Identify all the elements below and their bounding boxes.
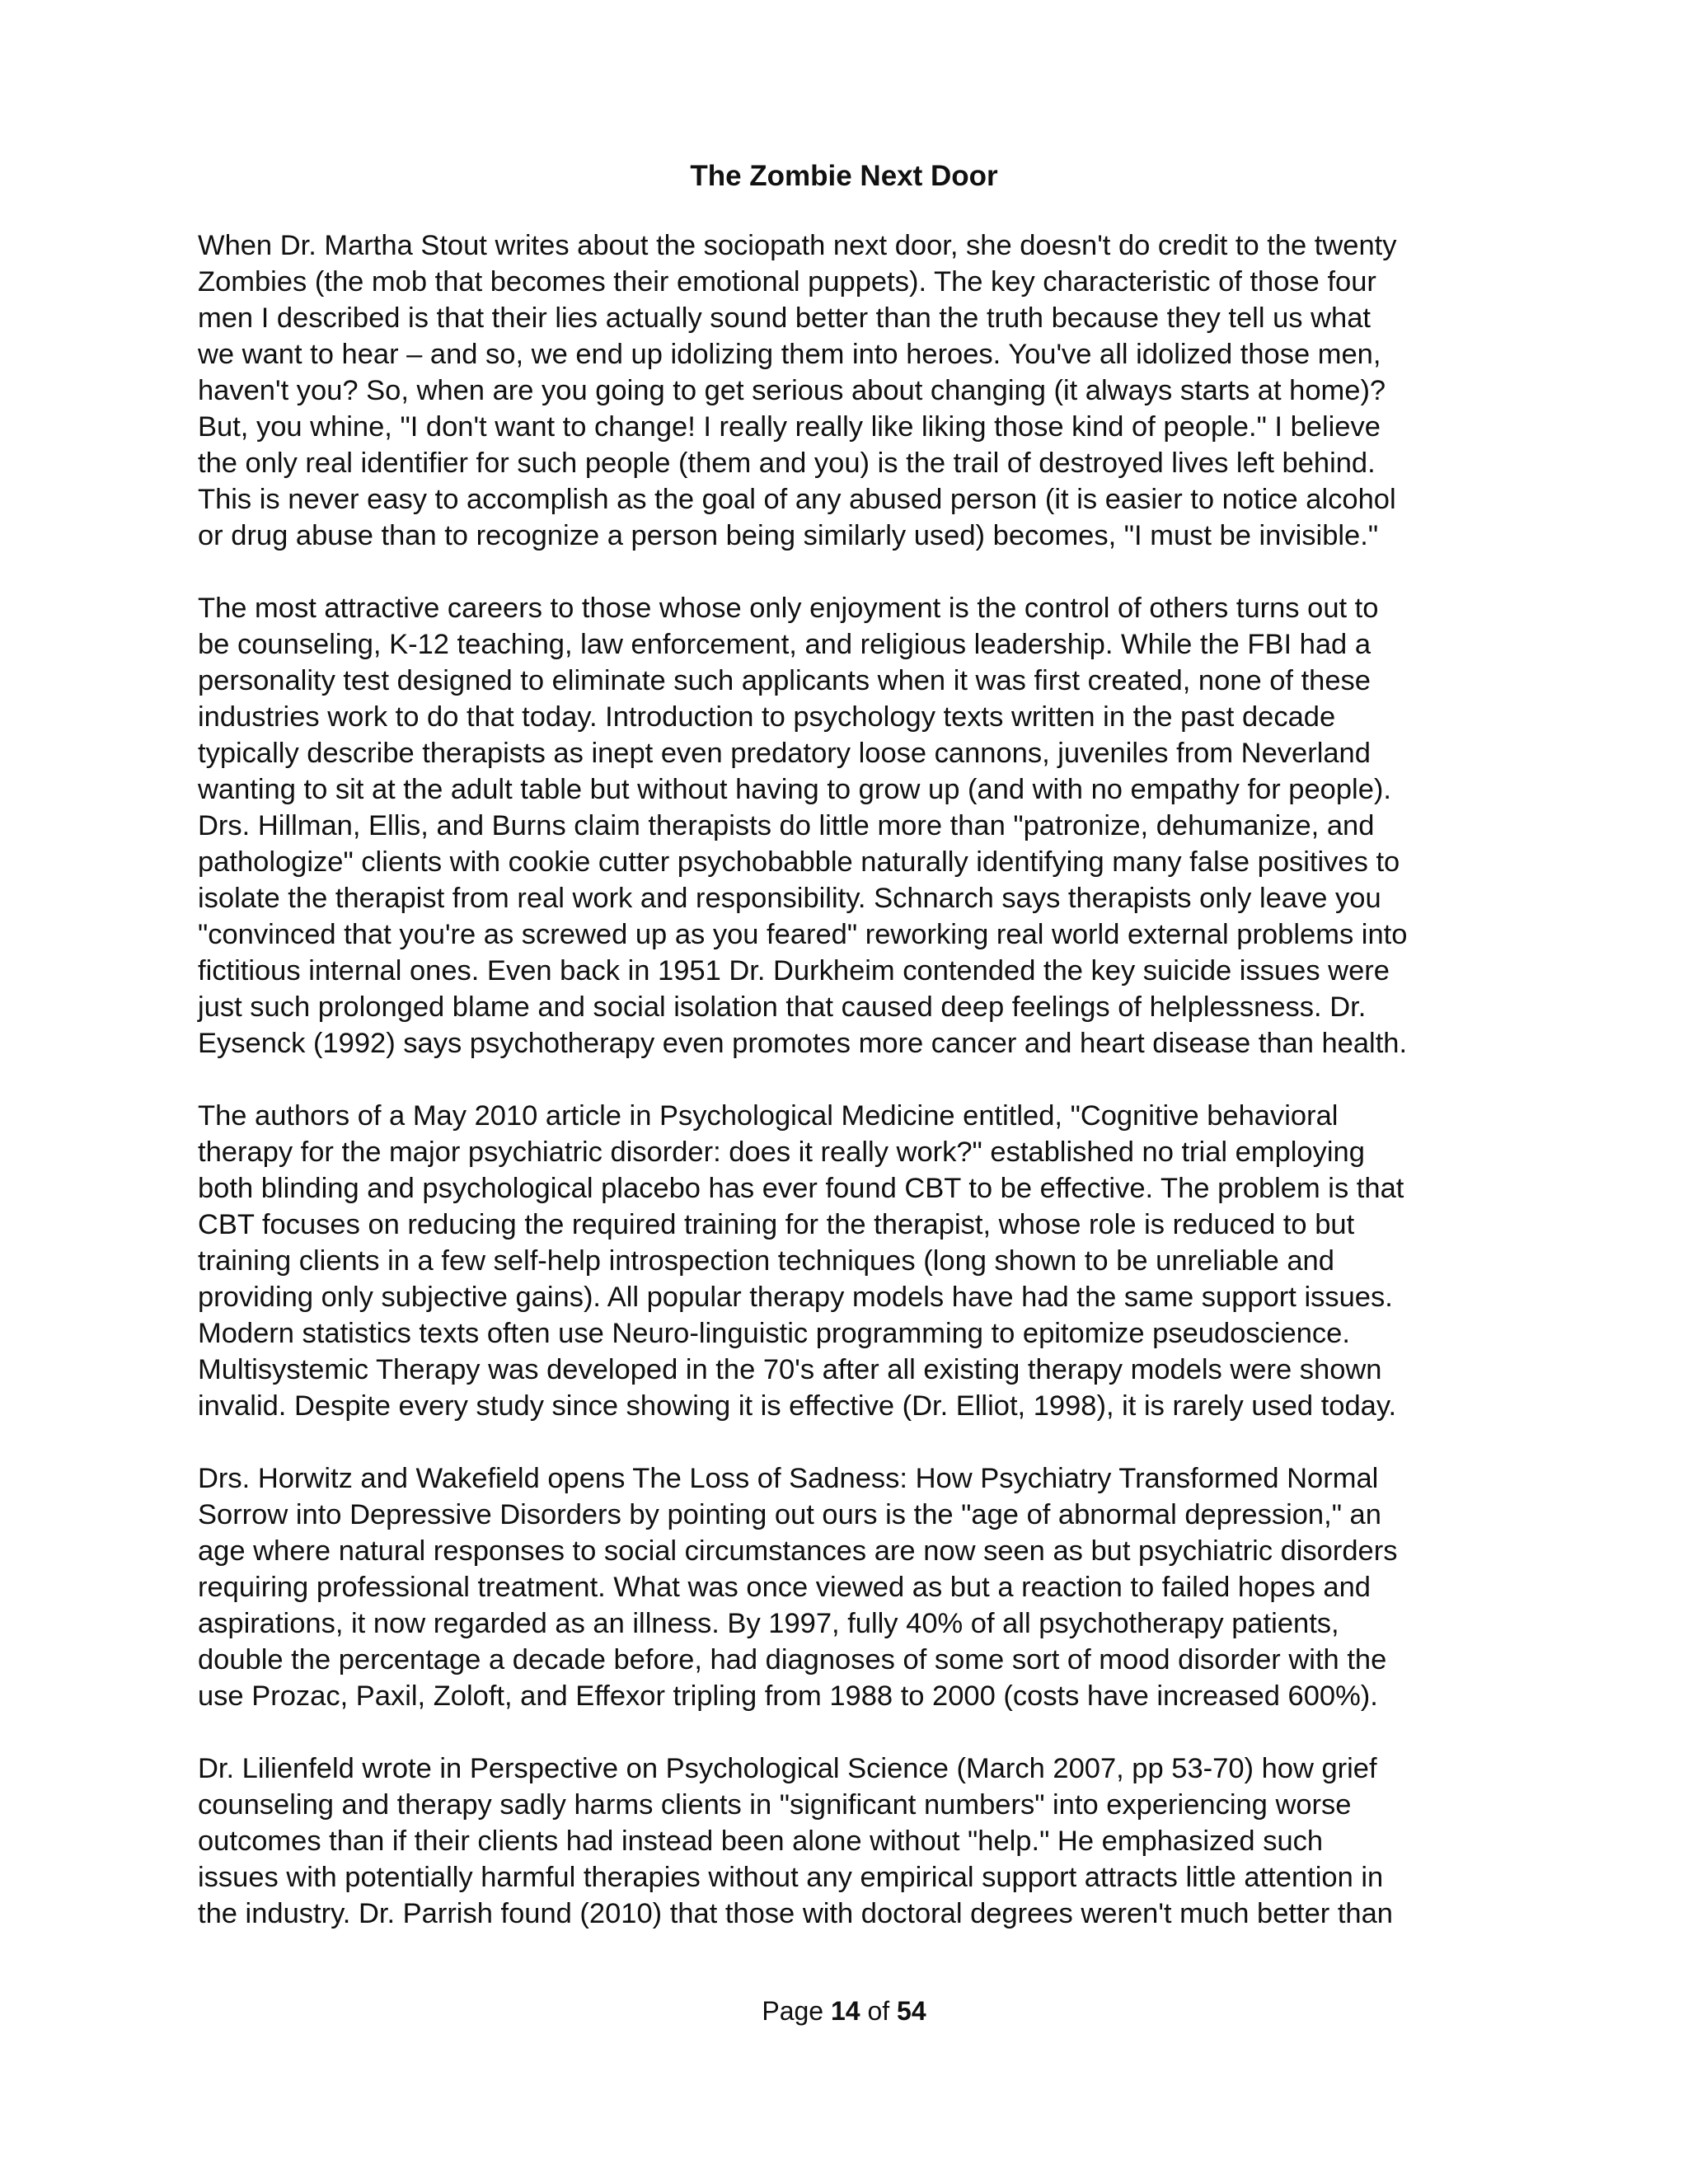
paragraph [198,590,1500,1062]
text-line: Zombies (the mob that becomes their emotional puppets). The key characteristic of those four [198,266,1376,298]
text-line: counseling and therapy sadly harms clients in "significant numbers" into experiencing worse [198,1789,1352,1821]
text-line: aspirations, it now regarded as an illness. By 1997, fully 40% of all psychotherapy patients, [198,1608,1339,1639]
page-number: 14 [830,1996,860,2026]
text-line: or drug abuse than to recognize a person being similarly used) becomes, "I must be invisible." [198,520,1379,551]
text-line: isolate the therapist from real work and responsibility. Schnarch says therapists only leave you [198,883,1381,914]
text-line: requiring professional treatment. What was once viewed as but a reaction to failed hopes and [198,1572,1371,1603]
text-line: outcomes than if their clients had instead been alone without "help." He emphasized such [198,1825,1324,1857]
text-line: Modern statistics texts often use Neuro-linguistic programming to epitomize pseudoscience. [198,1318,1350,1349]
text-line: The authors of a May 2010 article in Psychological Medicine entitled, "Cognitive behavioral [198,1100,1339,1132]
body-text [198,227,1500,1968]
text-line: double the percentage a decade before, had diagnoses of some sort of mood disorder with the [198,1644,1387,1675]
text-line: men I described is that their lies actually sound better than the truth because they tell us what [198,302,1371,334]
text-line: issues with potentially harmful therapies without any empirical support attracts little attention in [198,1862,1384,1893]
paragraph [198,1750,1500,1932]
text-line: industries work to do that today. Introduction to psychology texts written in the past decade [198,701,1336,733]
text-line: CBT focuses on reducing the required training for the therapist, whose role is reduced to but [198,1209,1355,1240]
text-line: providing only subjective gains). All popular therapy models have had the same support issues. [198,1282,1393,1313]
text-line: we want to hear – and so, we end up idolizing them into heroes. You've all idolized those men, [198,339,1381,370]
text-line: pathologize" clients with cookie cutter psychobabble naturally identifying many false positives to [198,846,1400,878]
text-line: fictitious internal ones. Even back in 1951 Dr. Durkheim contended the key suicide issues were [198,955,1390,987]
page-title: The Zombie Next Door [690,160,998,192]
text-line: Eysenck (1992) says psychotherapy even promotes more cancer and heart disease than health. [198,1028,1408,1059]
paragraph [198,1460,1500,1714]
text-line: invalid. Despite every study since showing it is effective (Dr. Elliot, 1998), it is rarely used today. [198,1390,1397,1422]
text-line: But, you whine, "I don't want to change! I really really like liking those kind of people." I believe [198,411,1381,443]
text-line: both blinding and psychological placebo has ever found CBT to be effective. The problem is that [198,1173,1404,1204]
text-line: Drs. Hillman, Ellis, and Burns claim therapists do little more than "patronize, dehumanize, and [198,810,1375,841]
text-line: "convinced that you're as screwed up as you feared" reworking real world external problems into [198,919,1408,950]
text-line: This is never easy to accomplish as the goal of any abused person (it is easier to notice alcohol [198,484,1396,515]
text-line: use Prozac, Paxil, Zoloft, and Effexor tripling from 1988 to 2000 (costs have increased 600%). [198,1680,1378,1712]
text-line: haven't you? So, when are you going to get serious about changing (it always starts at home)? [198,375,1386,406]
text-line: The most attractive careers to those whose only enjoyment is the control of others turns out to [198,593,1379,624]
text-line: age where natural responses to social circumstances are now seen as but psychiatric disorders [198,1535,1398,1567]
text-line: therapy for the major psychiatric disorder: does it really work?" established no trial employing [198,1137,1365,1168]
total-pages: 54 [897,1996,926,2026]
text-line: training clients in a few self-help introspection techniques (long shown to be unreliable and [198,1245,1334,1277]
paragraph [198,1098,1500,1424]
text-line: be counseling, K-12 teaching, law enforcement, and religious leadership. While the FBI had a [198,629,1372,660]
text-line: When Dr. Martha Stout writes about the sociopath next door, she doesn't do credit to the twenty [198,230,1397,261]
page-footer [0,1994,1688,2027]
paragraph [198,227,1500,554]
text-line: just such prolonged blame and social isolation that caused deep feelings of helplessness. Dr. [198,991,1367,1023]
text-line: personality test designed to eliminate such applicants when it was first created, none of these [198,665,1371,696]
text-line: Dr. Lilienfeld wrote in Perspective on Psychological Science (March 2007, pp 53-70) how grief [198,1753,1377,1784]
text-line: Sorrow into Depressive Disorders by pointing out ours is the "age of abnormal depression," an [198,1499,1381,1530]
text-line: the only real identifier for such people (them and you) is the trail of destroyed lives left behind. [198,448,1376,479]
text-line: Drs. Horwitz and Wakefield opens The Loss of Sadness: How Psychiatry Transformed Normal [198,1463,1379,1494]
text-line: wanting to sit at the adult table but without having to grow up (and with no empathy for people). [198,774,1391,805]
of-label: of [867,1996,890,2026]
text-line: the industry. Dr. Parrish found (2010) that those with doctoral degrees weren't much better than [198,1898,1393,1929]
page-label: Page [762,1996,824,2026]
text-line: Multisystemic Therapy was developed in the 70's after all existing therapy models were shown [198,1354,1382,1385]
text-line: typically describe therapists as inept even predatory loose cannons, juveniles from Neverland [198,738,1371,769]
